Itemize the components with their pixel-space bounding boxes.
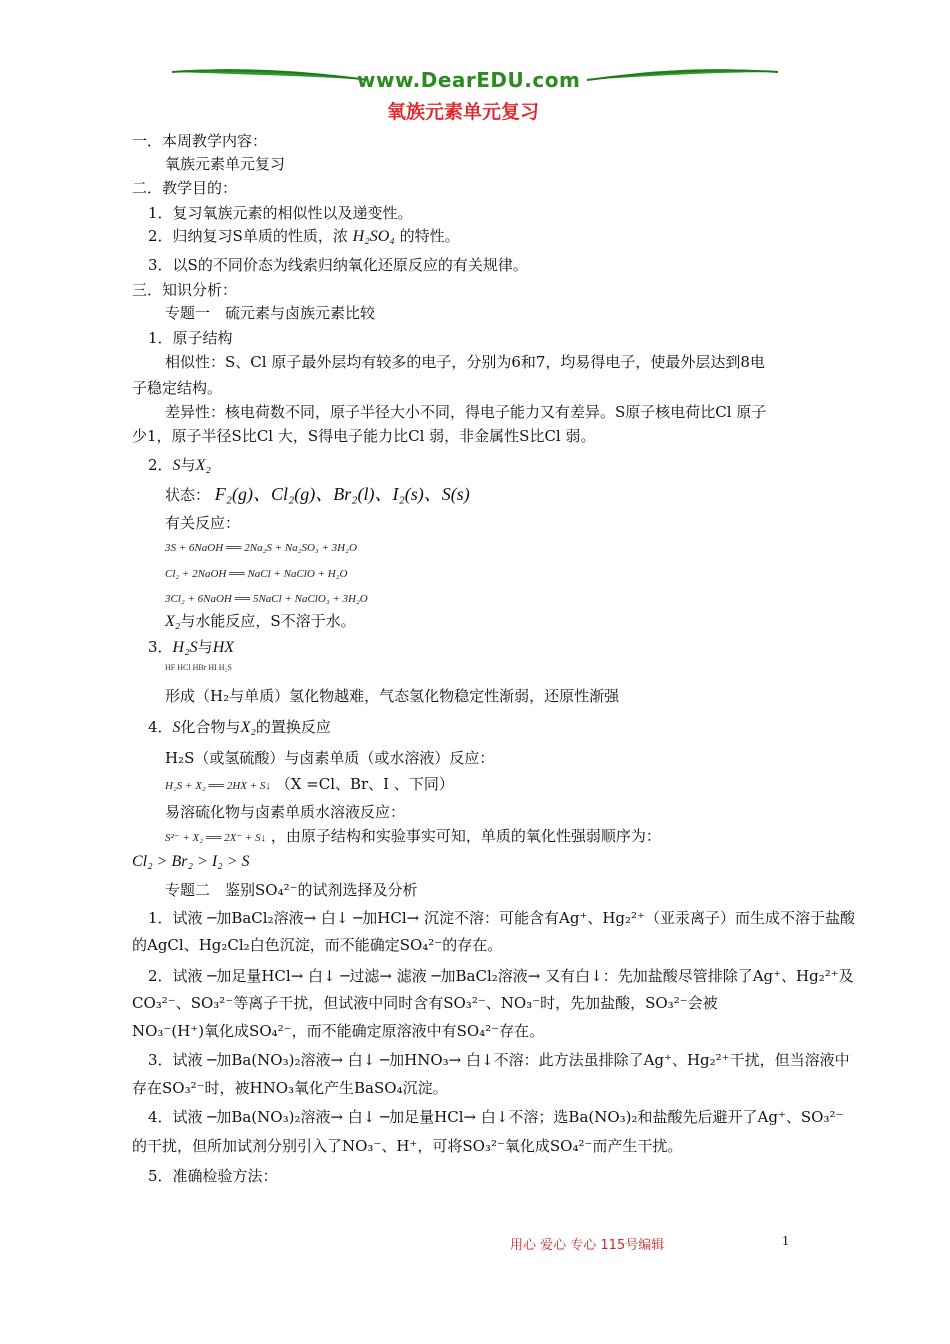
equation: H₂S + X₂ ══ 2HX + S↓ (165, 780, 271, 792)
equation: S²⁻ + X₂ ══ 2X⁻ + S↓ (165, 832, 267, 844)
formula: HX (212, 639, 235, 656)
formula: H₂SO₄ (352, 228, 395, 245)
text-fragment: 2． (148, 456, 173, 474)
text-fragment: ，由原子结构和实验事实可知，单质的氧化性强弱顺序为： (270, 827, 661, 845)
text-fragment: 与 (180, 456, 196, 474)
subheading (148, 637, 234, 658)
equation: 3Cl₂ + 6NaOH ══ 5NaCl + NaClO₃ + 3H₂O (165, 593, 368, 605)
formula: X₂ (165, 613, 181, 630)
paragraph-line: 1．试液 ─加BaCl₂溶液→ 白↓ ─加HCl→ 沉淀不溶：可能含有Ag⁺、Hg₂²⁺（亚汞离子）而生成不溶于盐酸 (148, 909, 855, 927)
equation-line (165, 826, 661, 846)
section-heading-2: 二．教学目的： (132, 179, 238, 197)
paragraph-line: 存在SO₃²⁻时，被HNO₃氧化产生BaSO₄沉淀。 (132, 1079, 448, 1097)
trend-arrow-line: HF HCl HBr HI H₂S (165, 663, 232, 672)
list-item: 3．以S的不同价态为线索归纳氧化还原反应的有关规律。 (148, 256, 528, 274)
topic-heading: 专题二 鉴别SO₄²⁻的试剂选择及分析 (165, 881, 418, 899)
paragraph-line: 3．试液 ─加Ba(NO₃)₂溶液→ 白↓ ─加HNO₃→ 白↓不溶：此方法虽排除了Ag⁺、Hg₂²⁺干扰，但当溶液中 (148, 1051, 850, 1069)
formula: S (172, 719, 181, 736)
swoosh-left-icon (170, 62, 370, 86)
paragraph-line: 相似性：S、Cl 原子最外层均有较多的电子，分别为6和7，均易得电子，使最外层达到8电 (165, 353, 765, 371)
list-item (148, 226, 460, 247)
swoosh-right-icon (585, 62, 780, 86)
section-heading-3: 三．知识分析： (132, 281, 238, 299)
paragraph-line (165, 611, 356, 632)
formula: X₂ (240, 719, 256, 736)
paragraph-line: 的干扰，但所加试剂分别引入了NO₃⁻、H⁺，可将SO₃²⁻氧化成SO₄²⁻而产生干扰。 (132, 1137, 683, 1155)
text-fragment: （X =Cl、Br、I 、下同） (275, 775, 454, 793)
paragraph-line: 有关反应： (165, 514, 241, 532)
formula: Cl₂ > Br₂ > I₂ > S (132, 853, 250, 870)
text-fragment: 与 (197, 638, 213, 656)
text-fragment: 的特性。 (399, 227, 460, 245)
subheading: 1．原子结构 (148, 329, 233, 347)
paragraph-line: 的AgCl、Hg₂Cl₂白色沉淀，而不能确定SO₄²⁻的存在。 (132, 936, 503, 954)
paragraph-line: CO₃²⁻、SO₃²⁻等离子干扰，但试液中同时含有SO₃²⁻、NO₃⁻时，先加盐酸，SO₃²⁻会被 (132, 994, 718, 1012)
paragraph-line: 2．试液 ─加足量HCl→ 白↓ ─过滤→ 滤液 ─加BaCl₂溶液→ 又有白↓：先加盐酸尽管排除了Ag⁺、Hg₂²⁺及 (148, 967, 854, 985)
text-fragment: 与水能反应，S不溶于水。 (180, 612, 356, 630)
equation: 3S + 6NaOH ══ 2Na₂S + Na₂SO₃ + 3H₂O (165, 542, 357, 554)
paragraph-line: 差异性：核电荷数不同，原子半径大小不同，得电子能力又有差异。S原子核电荷比Cl 原子 (165, 403, 767, 421)
subheading (148, 455, 211, 476)
text-fragment: 化合物与 (180, 718, 241, 736)
paragraph-line: 易溶硫化物与卤素单质水溶液反应： (165, 803, 406, 821)
formula: F₂(g)、Cl₂(g)、Br₂(l)、I₂(s)、S(s) (214, 484, 470, 504)
paragraph-line: 少1，原子半径S比Cl 大，S得电子能力比Cl 弱，非金属性S比Cl 弱。 (132, 427, 596, 445)
footer-text: 用心 爱心 专心 115号编辑 (510, 1238, 665, 1253)
paragraph-line: NO₃⁻(H⁺)氧化成SO₄²⁻，而不能确定原溶液中有SO₄²⁻存在。 (132, 1022, 545, 1040)
text-fragment: 的置换反应 (255, 718, 331, 736)
formula: H₂S (172, 639, 198, 656)
topic-heading: 专题一 硫元素与卤族元素比较 (165, 304, 376, 322)
page-number: 1 (782, 1234, 789, 1249)
paragraph-line: 4．试液 ─加Ba(NO₃)₂溶液→ 白↓ ─加足量HCl→ 白↓不溶；选Ba(NO₃)₂和盐酸先后避开了Ag⁺、SO₃²⁻ (148, 1108, 844, 1126)
formula: X₂ (195, 457, 211, 474)
equation: Cl₂ + 2NaOH ══ NaCl + NaClO + H₂O (165, 568, 348, 580)
list-item: 1．复习氧族元素的相似性以及递变性。 (148, 204, 413, 222)
paragraph-line: H₂S（或氢硫酸）与卤素单质（或水溶液）反应： (165, 749, 495, 767)
text-fragment: 3． (148, 638, 173, 656)
text-fragment: 4． (148, 718, 173, 736)
site-brand: www.DearEDU.com (357, 68, 581, 92)
page-title: 氧族元素单元复习 (387, 101, 540, 123)
state-line (165, 484, 470, 505)
section-heading-1: 一．本周教学内容： (132, 132, 268, 150)
paragraph-line: 形成（H₂与单质）氢化物越难，气态氢化物稳定性渐弱，还原性渐强 (165, 687, 620, 705)
subheading (148, 717, 331, 738)
formula: S (172, 457, 181, 474)
subheading: 5．准确检验方法： (148, 1167, 278, 1185)
paragraph-line: 子稳定结构。 (132, 379, 223, 397)
text-fragment: 状态： (165, 486, 211, 504)
equation-line (165, 774, 454, 794)
text-line: 氧族元素单元复习 (165, 155, 286, 173)
text-fragment: 2．归纳复习S单质的性质，浓 (148, 227, 348, 245)
